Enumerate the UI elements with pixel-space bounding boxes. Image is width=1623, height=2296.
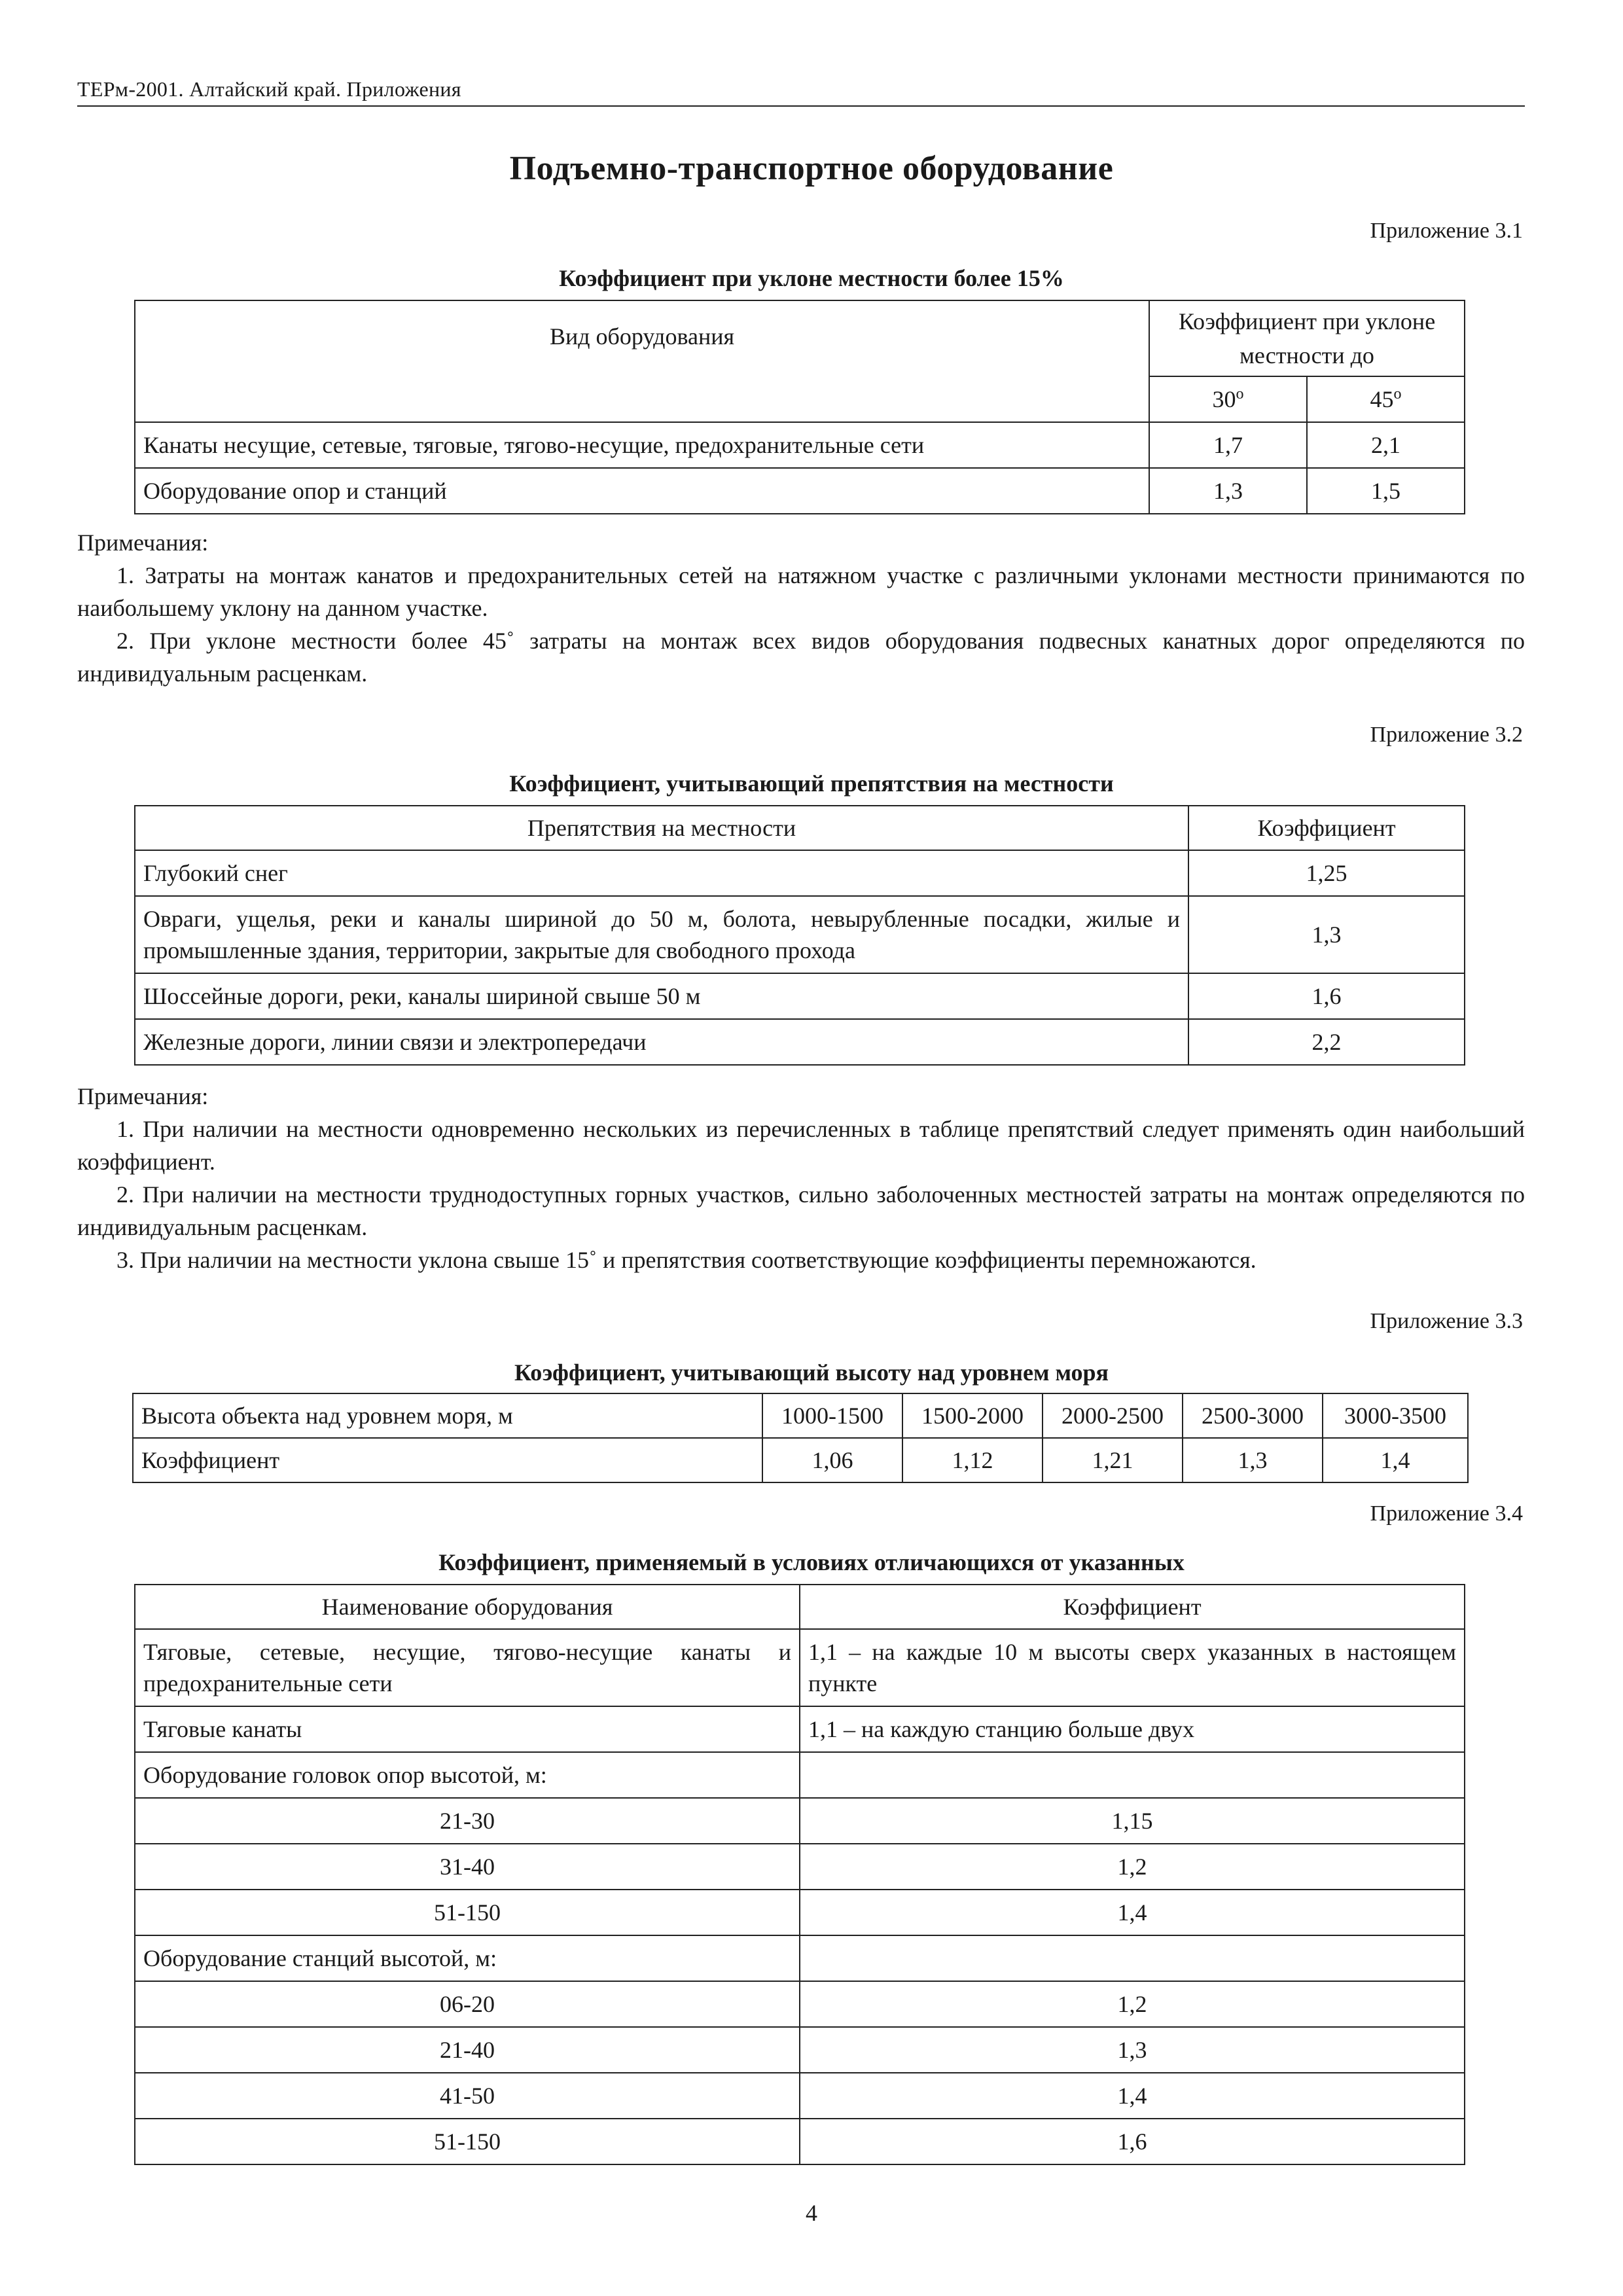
table-caption-3-3: Коэффициент, учитывающий высоту над уровнем моря [514,1359,1109,1386]
table-caption-3-2: Коэффициент, учитывающий препятствия на местности [509,770,1114,797]
table-caption-3-4: Коэффициент, применяемый в условиях отличающихся от указанных [438,1549,1185,1575]
obstacle-name: Железные дороги, линии связи и электропередачи [135,1019,1188,1065]
note-item: 3. При наличии на местности уклона свыше 15˚ и препятствия соответствующие коэффициенты перемножаются. [116,1247,1257,1273]
table-row [135,2119,1465,2164]
group-label: Оборудование головок опор высотой, м: [135,1752,800,1798]
table-row [135,1798,1465,1844]
height-coef: 1,2 [800,1981,1465,2027]
equipment-name: Оборудование опор и станций [135,468,1149,514]
height-range: 51-150 [135,1890,800,1935]
coefficient-row-label: Коэффициент [133,1438,762,1482]
obstacle-name: Глубокий снег [135,850,1188,896]
table-row [135,2073,1465,2119]
height-coef: 1,3 [800,2027,1465,2073]
altitude-coef: 1,12 [902,1438,1043,1482]
header-slope-30: $30^о$ [1149,376,1307,422]
height-range: 21-30 [135,1798,800,1844]
empty-cell [800,1752,1465,1798]
height-coef: 1,4 [800,1890,1465,1935]
table-row [135,1019,1465,1065]
altitude-range: 1000-1500 [762,1393,902,1438]
altitude-row-label: Высота объекта над уровнем моря, м [133,1393,762,1438]
equipment-name: Канаты несущие, сетевые, тяговые, тягово-несущие, предохранительные сети [135,422,1149,468]
group-label: Оборудование станций высотой, м: [135,1935,800,1981]
coef-30: 1,7 [1149,422,1307,468]
altitude-range: 1500-2000 [902,1393,1043,1438]
height-coef: 1,2 [800,1844,1465,1890]
running-header: ТЕРм-2001. Алтайский край. Приложения [77,77,1525,107]
altitude-coef: 1,21 [1043,1438,1183,1482]
height-range: 41-50 [135,2073,800,2119]
coef-30: 1,3 [1149,468,1307,514]
obstacle-name: Овраги, ущелья, реки и каналы шириной до 50 м, болота, невырубленные посадки, жилые и промышленные здания, территории, закрытые для свободного прохода [135,896,1188,973]
empty-cell [800,1935,1465,1981]
appendix-label-3-4: Приложение 3.4 [1370,1501,1523,1526]
equipment-name: Тяговые, сетевые, несущие, тягово-несущие канаты и предохранительные сети [135,1629,800,1706]
altitude-coef: 1,4 [1323,1438,1468,1482]
notes-3-1 [77,526,1525,690]
table-row [135,1752,1465,1798]
table-row [135,1706,1465,1752]
appendix-label-3-1: Приложение 3.1 [1370,219,1523,243]
table-row [135,1629,1465,1706]
altitude-coef: 1,06 [762,1438,902,1482]
header-slope-45: $45^о$ [1307,376,1465,422]
table-row [135,468,1465,514]
header-coefficient: Коэффициент [1188,806,1465,850]
obstacle-coef: 1,6 [1188,973,1465,1019]
table-row [135,896,1465,973]
page-title: Подъемно-транспортное оборудование [509,150,1114,187]
header-equipment-type: Вид оборудования [135,300,1149,422]
table-row [135,422,1465,468]
table-row [135,1890,1465,1935]
note-item: 2. При наличии на местности труднодоступных горных участков, сильно заболоченных местностей затраты на монтаж определяются по индивидуальным расценкам. [77,1181,1525,1240]
equipment-name: Тяговые канаты [135,1706,800,1752]
table-row [135,2027,1465,2073]
conditions-coefficient-table [134,1584,1465,2165]
table-row [135,973,1465,1019]
height-coef: 1,4 [800,2073,1465,2119]
altitude-coefficient-table [132,1393,1469,1483]
obstacle-name: Шоссейные дороги, реки, каналы шириной свыше 50 м [135,973,1188,1019]
header-obstacles: Препятствия на местности [135,806,1188,850]
equipment-coef: 1,1 – на каждые 10 м высоты сверх указанных в настоящем пункте [800,1629,1465,1706]
equipment-coef: 1,1 – на каждую станцию больше двух [800,1706,1465,1752]
table-row [135,1935,1465,1981]
table-row [135,1844,1465,1890]
note-item: 2. При уклоне местности более 45˚ затраты на монтаж всех видов оборудования подвесных канатных дорог определяются по индивидуальным расценкам. [77,628,1525,687]
appendix-label-3-2: Приложение 3.2 [1370,723,1523,747]
obstacle-coef: 1,25 [1188,850,1465,896]
obstacle-coef: 1,3 [1188,896,1465,973]
obstacle-coef: 2,2 [1188,1019,1465,1065]
table-caption-3-1: Коэффициент при уклоне местности более 15% [559,265,1064,291]
slope-coefficient-table [134,300,1465,514]
height-range: 06-20 [135,1981,800,2027]
notes-heading: Примечания: [77,1083,209,1109]
height-range: 31-40 [135,1844,800,1890]
height-coef: 1,6 [800,2119,1465,2164]
altitude-range: 2000-2500 [1043,1393,1183,1438]
height-coef: 1,15 [800,1798,1465,1844]
appendix-label-3-3: Приложение 3.3 [1370,1309,1523,1333]
note-item: 1. Затраты на монтаж канатов и предохранительных сетей на натяжном участке с различными уклонами местности принимаются по наибольшему уклону на данном участке. [77,562,1525,621]
altitude-range: 2500-3000 [1183,1393,1323,1438]
notes-heading: Примечания: [77,529,209,556]
coef-45: 1,5 [1307,468,1465,514]
header-slope-coefficient: Коэффициент при уклоне местности до [1149,300,1465,376]
altitude-range: 3000-3500 [1323,1393,1468,1438]
table-row [135,1981,1465,2027]
height-range: 51-150 [135,2119,800,2164]
note-item: 1. При наличии на местности одновременно нескольких из перечисленных в таблице препятствий следует применять один наибольший коэффициент. [77,1116,1525,1175]
header-equipment-name: Наименование оборудования [135,1585,800,1629]
altitude-coef: 1,3 [1183,1438,1323,1482]
height-range: 21-40 [135,2027,800,2073]
page-number: 4 [806,2200,817,2226]
notes-3-2 [77,1080,1525,1276]
table-row [135,850,1465,896]
obstacle-coefficient-table [134,805,1465,1066]
coef-45: 2,1 [1307,422,1465,468]
header-coefficient: Коэффициент [800,1585,1465,1629]
